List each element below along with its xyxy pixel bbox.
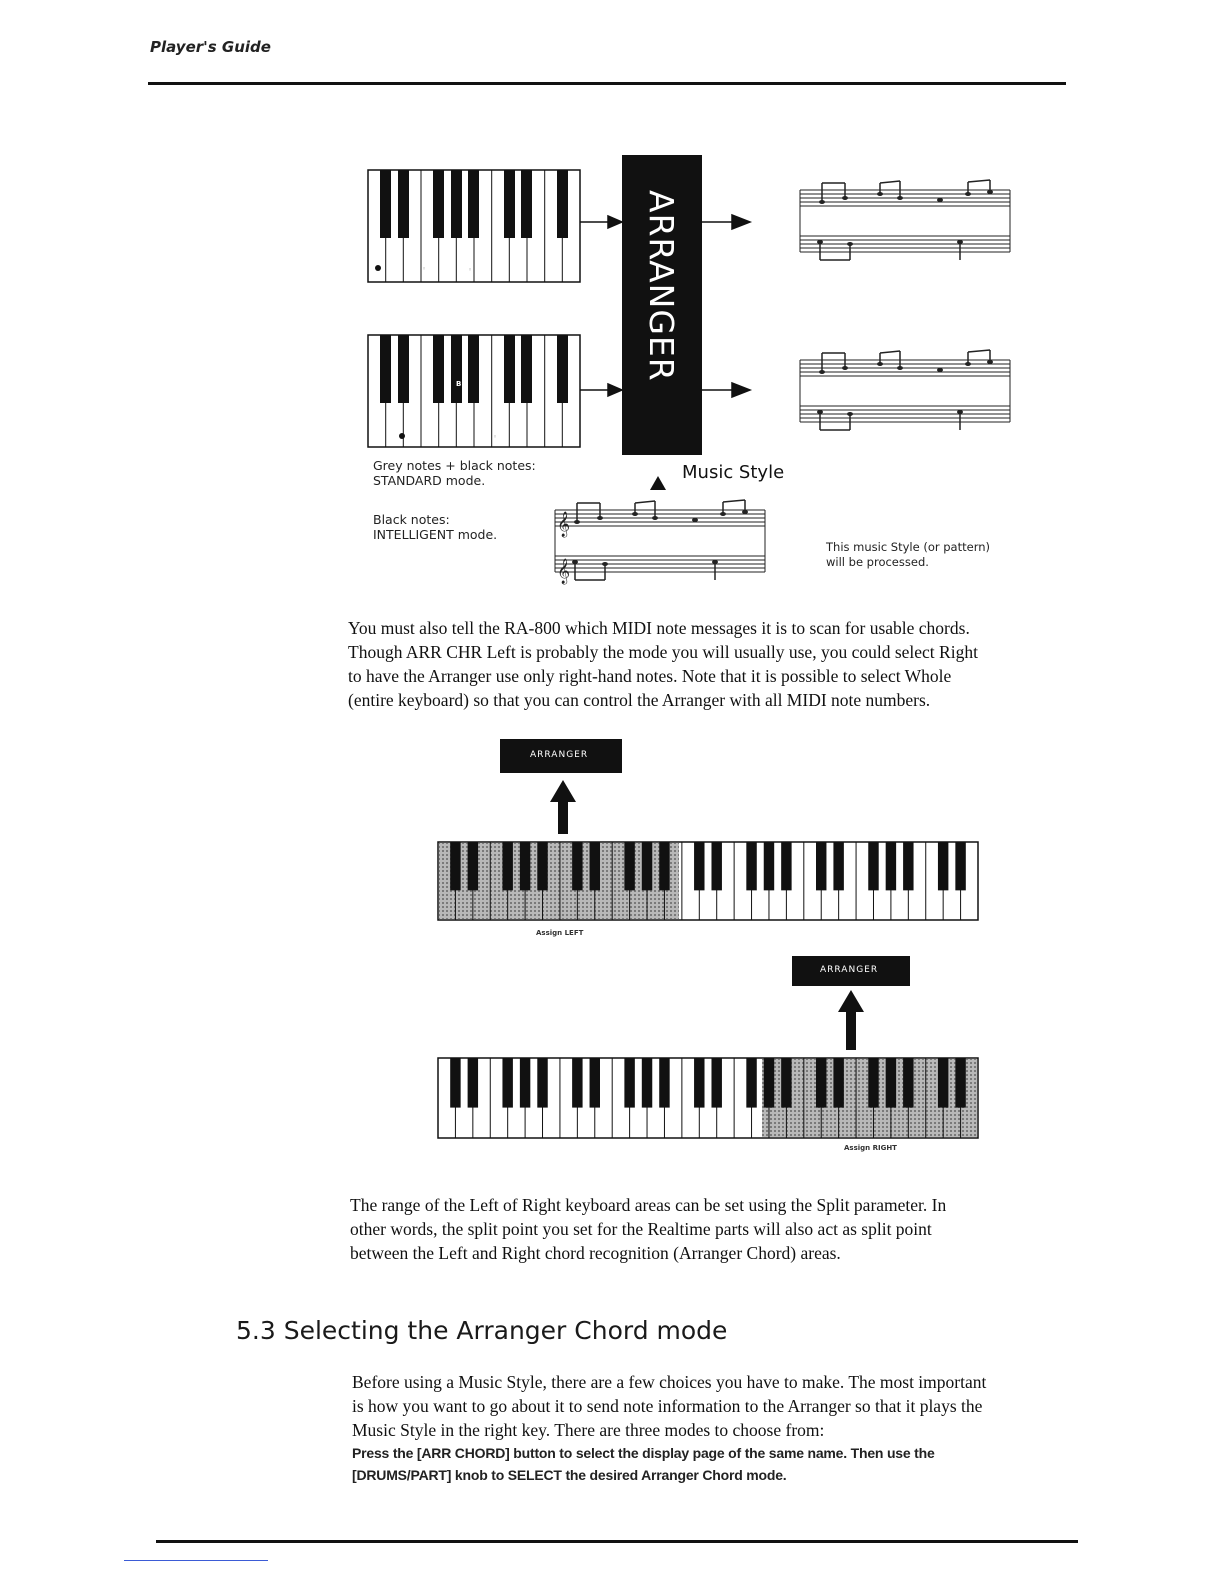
- section-heading: 5.3 Selecting the Arranger Chord mode: [236, 1316, 728, 1345]
- paragraph-midi-scan: You must also tell the RA-800 which MIDI note messages it is to scan for usable chords. Though ARR CHR Left is probably the mode you will usually use, you could select Right to have the Arranger use only right-hand notes. Note that it is possible to select Whole (entire keyboard) so that you can control the Arranger with all MIDI note numbers.: [348, 618, 978, 710]
- music-style-pointer: [650, 476, 666, 490]
- svg-text:ARRANGER: ARRANGER: [642, 190, 681, 382]
- svg-text:◦: ◦: [493, 433, 498, 441]
- footer-link-rule: [124, 1560, 268, 1561]
- standard-mode-caption: Grey notes + black notes: STANDARD mode.: [373, 458, 536, 488]
- footer-rule: [156, 1540, 1078, 1543]
- pattern-caption: This music Style (or pattern) will be processed.: [826, 540, 990, 569]
- keyboard-intelligent: [368, 335, 580, 447]
- keyboard-assign-right: [438, 1058, 978, 1138]
- assign-left-diagram: [436, 736, 984, 1156]
- paragraph-split: The range of the Left of Right keyboard areas can be set using the Split parameter. In other words, the split point you set for the Realtime parts will also act as split point between the Left and Right chord recognition (Arranger Chord) areas.: [350, 1195, 947, 1263]
- svg-text:𝄞: 𝄞: [557, 559, 571, 584]
- arranger-box-right-label: ARRANGER: [820, 965, 879, 975]
- staff-standard: [800, 180, 1010, 260]
- arranger-box-left-label: ARRANGER: [530, 750, 589, 760]
- staff-music-style: [555, 500, 765, 580]
- instruction-text: Press the [ARR CHORD] button to select the display page of the same name. Then use the [DRUMS/PART] knob to SELECT the desired Arranger Chord mode.: [352, 1445, 935, 1483]
- svg-text:𝄞: 𝄞: [557, 512, 571, 537]
- running-head: Player's Guide: [150, 38, 271, 56]
- assign-left-label: Assign LEFT: [536, 929, 584, 937]
- music-style-label: Music Style: [682, 462, 785, 483]
- keyboard-assign-left: [438, 842, 978, 920]
- keyboard-standard: [368, 170, 580, 282]
- svg-text:◦: ◦: [422, 265, 427, 273]
- assign-right-label: Assign RIGHT: [844, 1144, 897, 1152]
- staff-intelligent: [800, 350, 1010, 430]
- section-paragraph: Before using a Music Style, there are a few choices you have to make. The most important is how you want to go about it to send note information to the Arranger so that it plays the Music Style in the right key. There are three modes to choose from:: [352, 1372, 987, 1440]
- intelligent-mode-caption: Black notes: INTELLIGENT mode.: [373, 512, 498, 542]
- svg-text:B: B: [456, 380, 462, 388]
- svg-text:◦: ◦: [468, 266, 473, 274]
- header-rule: [148, 82, 1066, 85]
